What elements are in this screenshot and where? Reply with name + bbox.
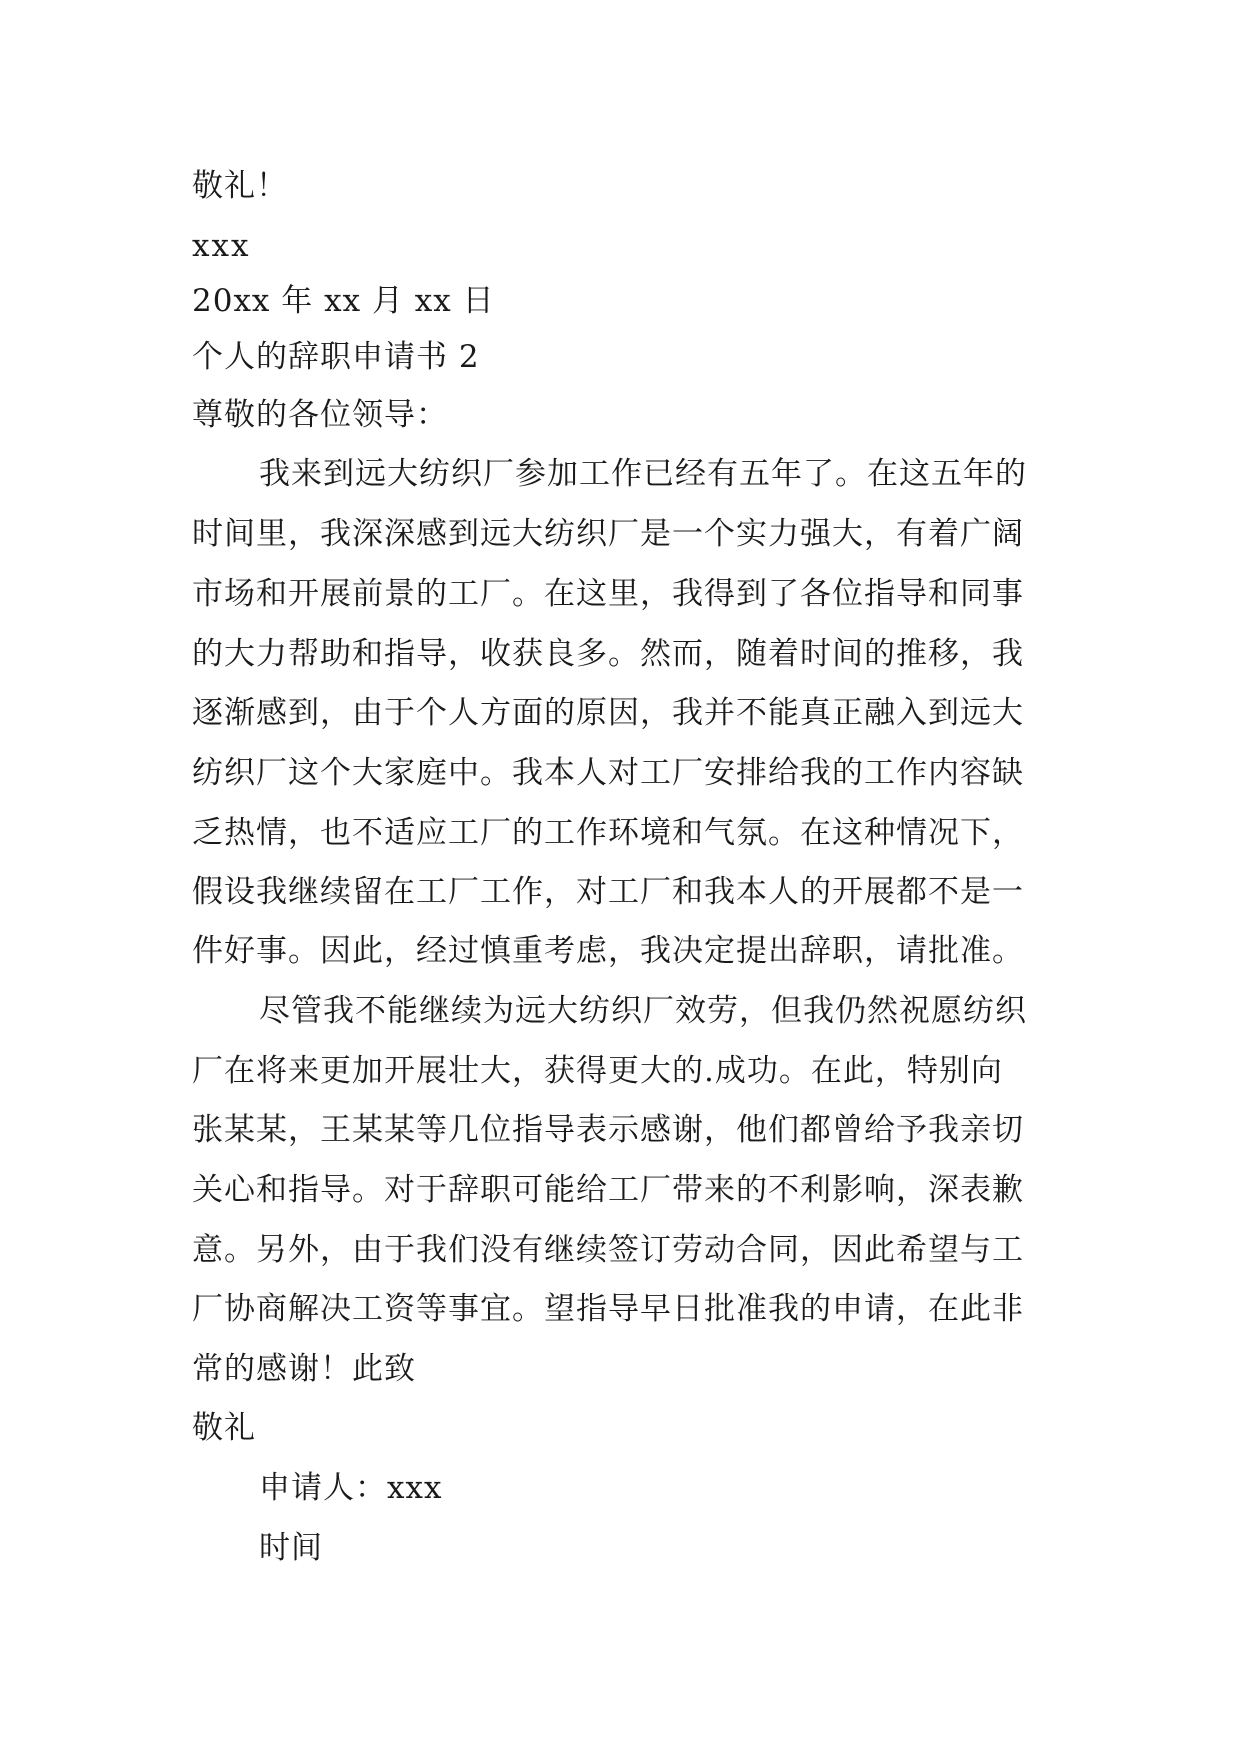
letter-heading: 个人的辞职申请书 2 — [192, 339, 480, 375]
closing-top: 敬礼！ — [192, 168, 288, 204]
paragraph-1-line: 纺织厂这个大家庭中。我本人对工厂安排给我的工作内容缺 — [192, 755, 1024, 791]
paragraph-2-line: 意。另外，由于我们没有继续签订劳动合同，因此希望与工 — [192, 1232, 1024, 1268]
paragraph-1-line: 逐渐感到，由于个人方面的原因，我并不能真正融入到远大 — [192, 695, 1024, 731]
paragraph-1-line: 乏热情，也不适应工厂的工作环境和气氛。在这种情况下， — [192, 815, 1024, 851]
paragraph-2-line: 尽管我不能继续为远大纺织厂效劳，但我仍然祝愿纺织 — [259, 993, 1027, 1029]
applicant-line: 申请人：xxx — [259, 1470, 443, 1506]
paragraph-1-line: 我来到远大纺织厂参加工作已经有五年了。在这五年的 — [259, 456, 1027, 492]
date-top: 20xx 年 xx 月 xx 日 — [192, 283, 495, 319]
paragraph-1-line: 件好事。因此，经过慎重考虑，我决定提出辞职，请批准。 — [192, 933, 1024, 969]
salutation: 尊敬的各位领导： — [192, 397, 448, 433]
paragraph-1-line: 假设我继续留在工厂工作，对工厂和我本人的开展都不是一 — [192, 874, 1024, 910]
closing: 敬礼 — [192, 1410, 256, 1446]
signer-top: xxx — [192, 228, 251, 264]
paragraph-1-line: 市场和开展前景的工厂。在这里，我得到了各位指导和同事 — [192, 576, 1024, 612]
paragraph-2-line: 关心和指导。对于辞职可能给工厂带来的不利影响，深表歉 — [192, 1172, 1024, 1208]
paragraph-1-line: 时间里，我深深感到远大纺织厂是一个实力强大，有着广阔 — [192, 516, 1024, 552]
time-label: 时间 — [259, 1530, 323, 1566]
paragraph-2-line: 厂协商解决工资等事宜。望指导早日批准我的申请，在此非 — [192, 1291, 1024, 1327]
paragraph-1-line: 的大力帮助和指导，收获良多。然而，随着时间的推移，我 — [192, 636, 1024, 672]
paragraph-2-line: 常的感谢！此致 — [192, 1351, 416, 1387]
paragraph-2-line: 厂在将来更加开展壮大，获得更大的.成功。在此，特别向 — [192, 1053, 1003, 1089]
paragraph-2-line: 张某某，王某某等几位指导表示感谢，他们都曾给予我亲切 — [192, 1112, 1024, 1148]
